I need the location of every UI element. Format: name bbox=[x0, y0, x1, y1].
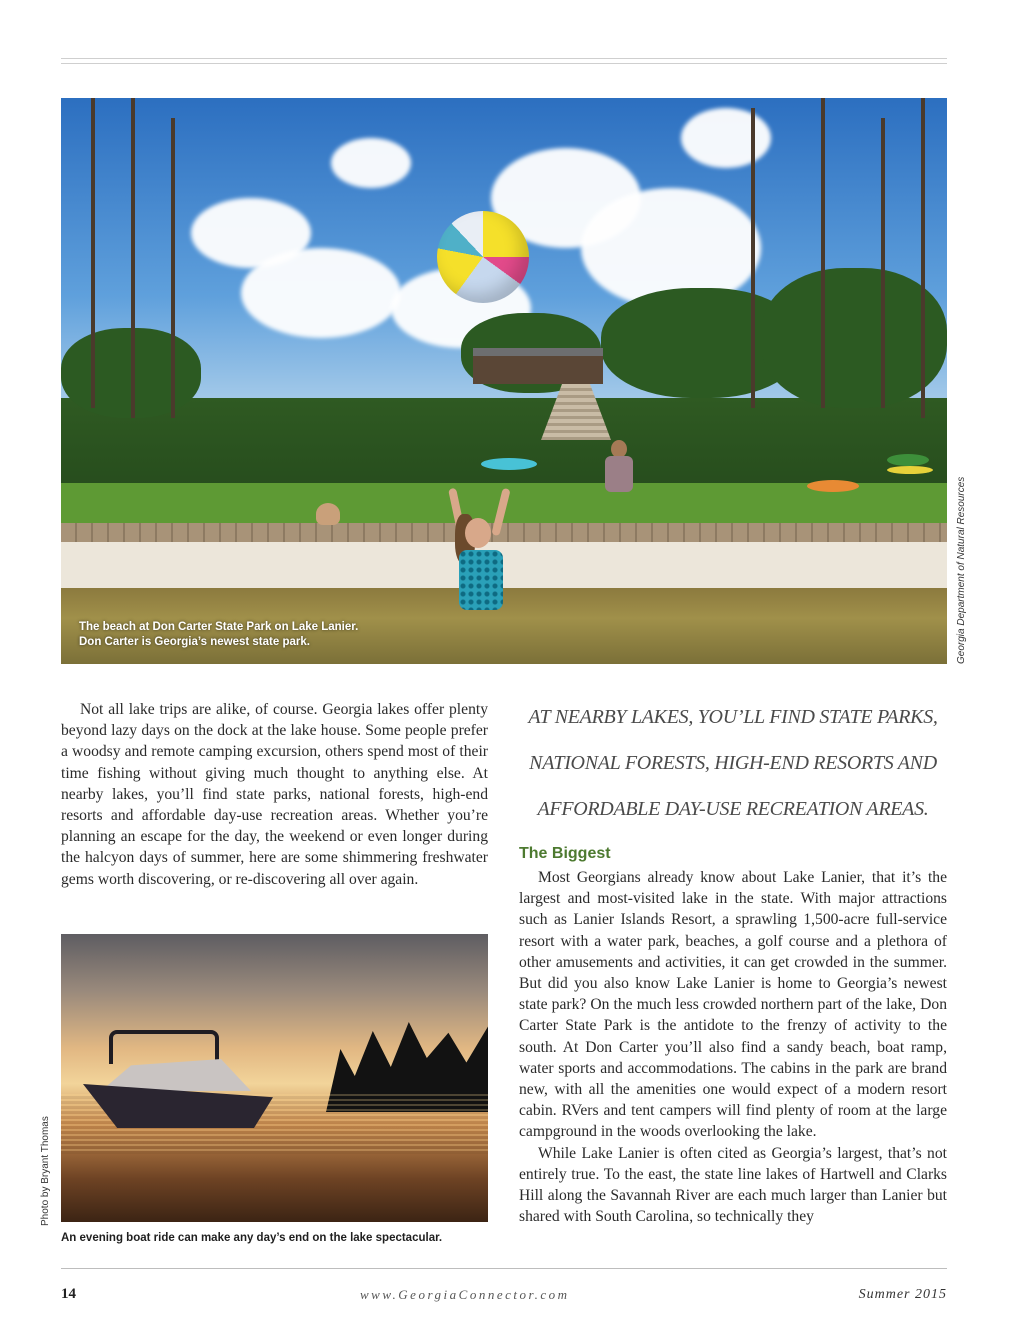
hero-caption-line-1: The beach at Don Carter State Park on Lake Lanier. bbox=[79, 621, 359, 633]
hero-photo-lake-beach bbox=[61, 98, 947, 664]
pull-quote-line-1: AT NEARBY LAKES, YOU’LL FIND STATE PARKS, bbox=[528, 706, 938, 728]
beach-ball-icon bbox=[437, 211, 529, 303]
boat-photo-caption: An evening boat ride can make any day’s end on the lake spectacular. bbox=[61, 1232, 443, 1244]
section-paragraph-2: While Lake Lanier is often cited as Georgia’s largest, that’s not entirely true. To the east, the state line lakes of Hartwell and Clarks Hill along the Savannah River are each much larger than Lanier but shared with South Carolina, so technically they bbox=[519, 1144, 947, 1226]
pull-quote-line-3: AFFORDABLE DAY-USE RECREATION AREAS. bbox=[537, 798, 929, 820]
boat-photo-credit: Photo by Bryant Thomas bbox=[40, 1116, 51, 1226]
footer-website-link[interactable]: www.GeorgiaConnector.com bbox=[360, 1287, 570, 1302]
hero-photo-credit: Georgia Department of Natural Resources bbox=[956, 476, 967, 664]
pull-quote bbox=[519, 694, 947, 832]
boat-photo-sunset bbox=[61, 934, 488, 1222]
section-paragraph-1: Most Georgians already know about Lake Lanier, that it’s the largest and most-visited lake in the state. With major attractions such as Lanier Islands Resort, a sprawling 1,500-acre full-service resort with a water park, beaches, a golf course and a plethora of other amusements and activities, it can get crowded in the summer. But did you also know Lake Lanier is home to Georgia’s newest state park? On the much less crowded northern part of the lake, Don Carter State Park is the antidote to the frenzy of activity to the south. At Don Carter you’ll also find a sandy beach, boat ramp, water sports and accommodations. The cabins in the park are brand new, with all the amenities one would expect of a modern resort cabin. RVers and tent campers will find plenty of room at the large campground in the woods overlooking the lake. bbox=[519, 869, 947, 1141]
header-rule bbox=[61, 58, 947, 64]
intro-paragraph: Not all lake trips are alike, of course. Georgia lakes offer plenty beyond lazy days on the dock at the lake house. Some people prefer a woodsy and remote camping excursion, others spend most of their time fishing without giving much thought to anything else. At nearby lakes, you’ll find state parks, national forests, high-end resorts and affordable day-use recreation areas. Whether you’re planning an escape for the day, the weekend or even longer during the halcyon days of summer, here are some shimmering freshwater gems worth discovering, or re-discovering all over again. bbox=[61, 701, 488, 888]
hero-photo-caption bbox=[79, 620, 358, 650]
page-number: 14 bbox=[61, 1286, 76, 1302]
footer-issue-date: Summer 2015 bbox=[858, 1287, 947, 1302]
section-heading: The Biggest bbox=[519, 845, 611, 862]
footer-rule bbox=[61, 1268, 947, 1269]
pull-quote-line-2: NATIONAL FORESTS, HIGH-END RESORTS AND bbox=[529, 752, 937, 774]
hero-caption-line-2: Don Carter is Georgia’s newest state park. bbox=[79, 636, 310, 648]
section-body bbox=[519, 867, 947, 1227]
